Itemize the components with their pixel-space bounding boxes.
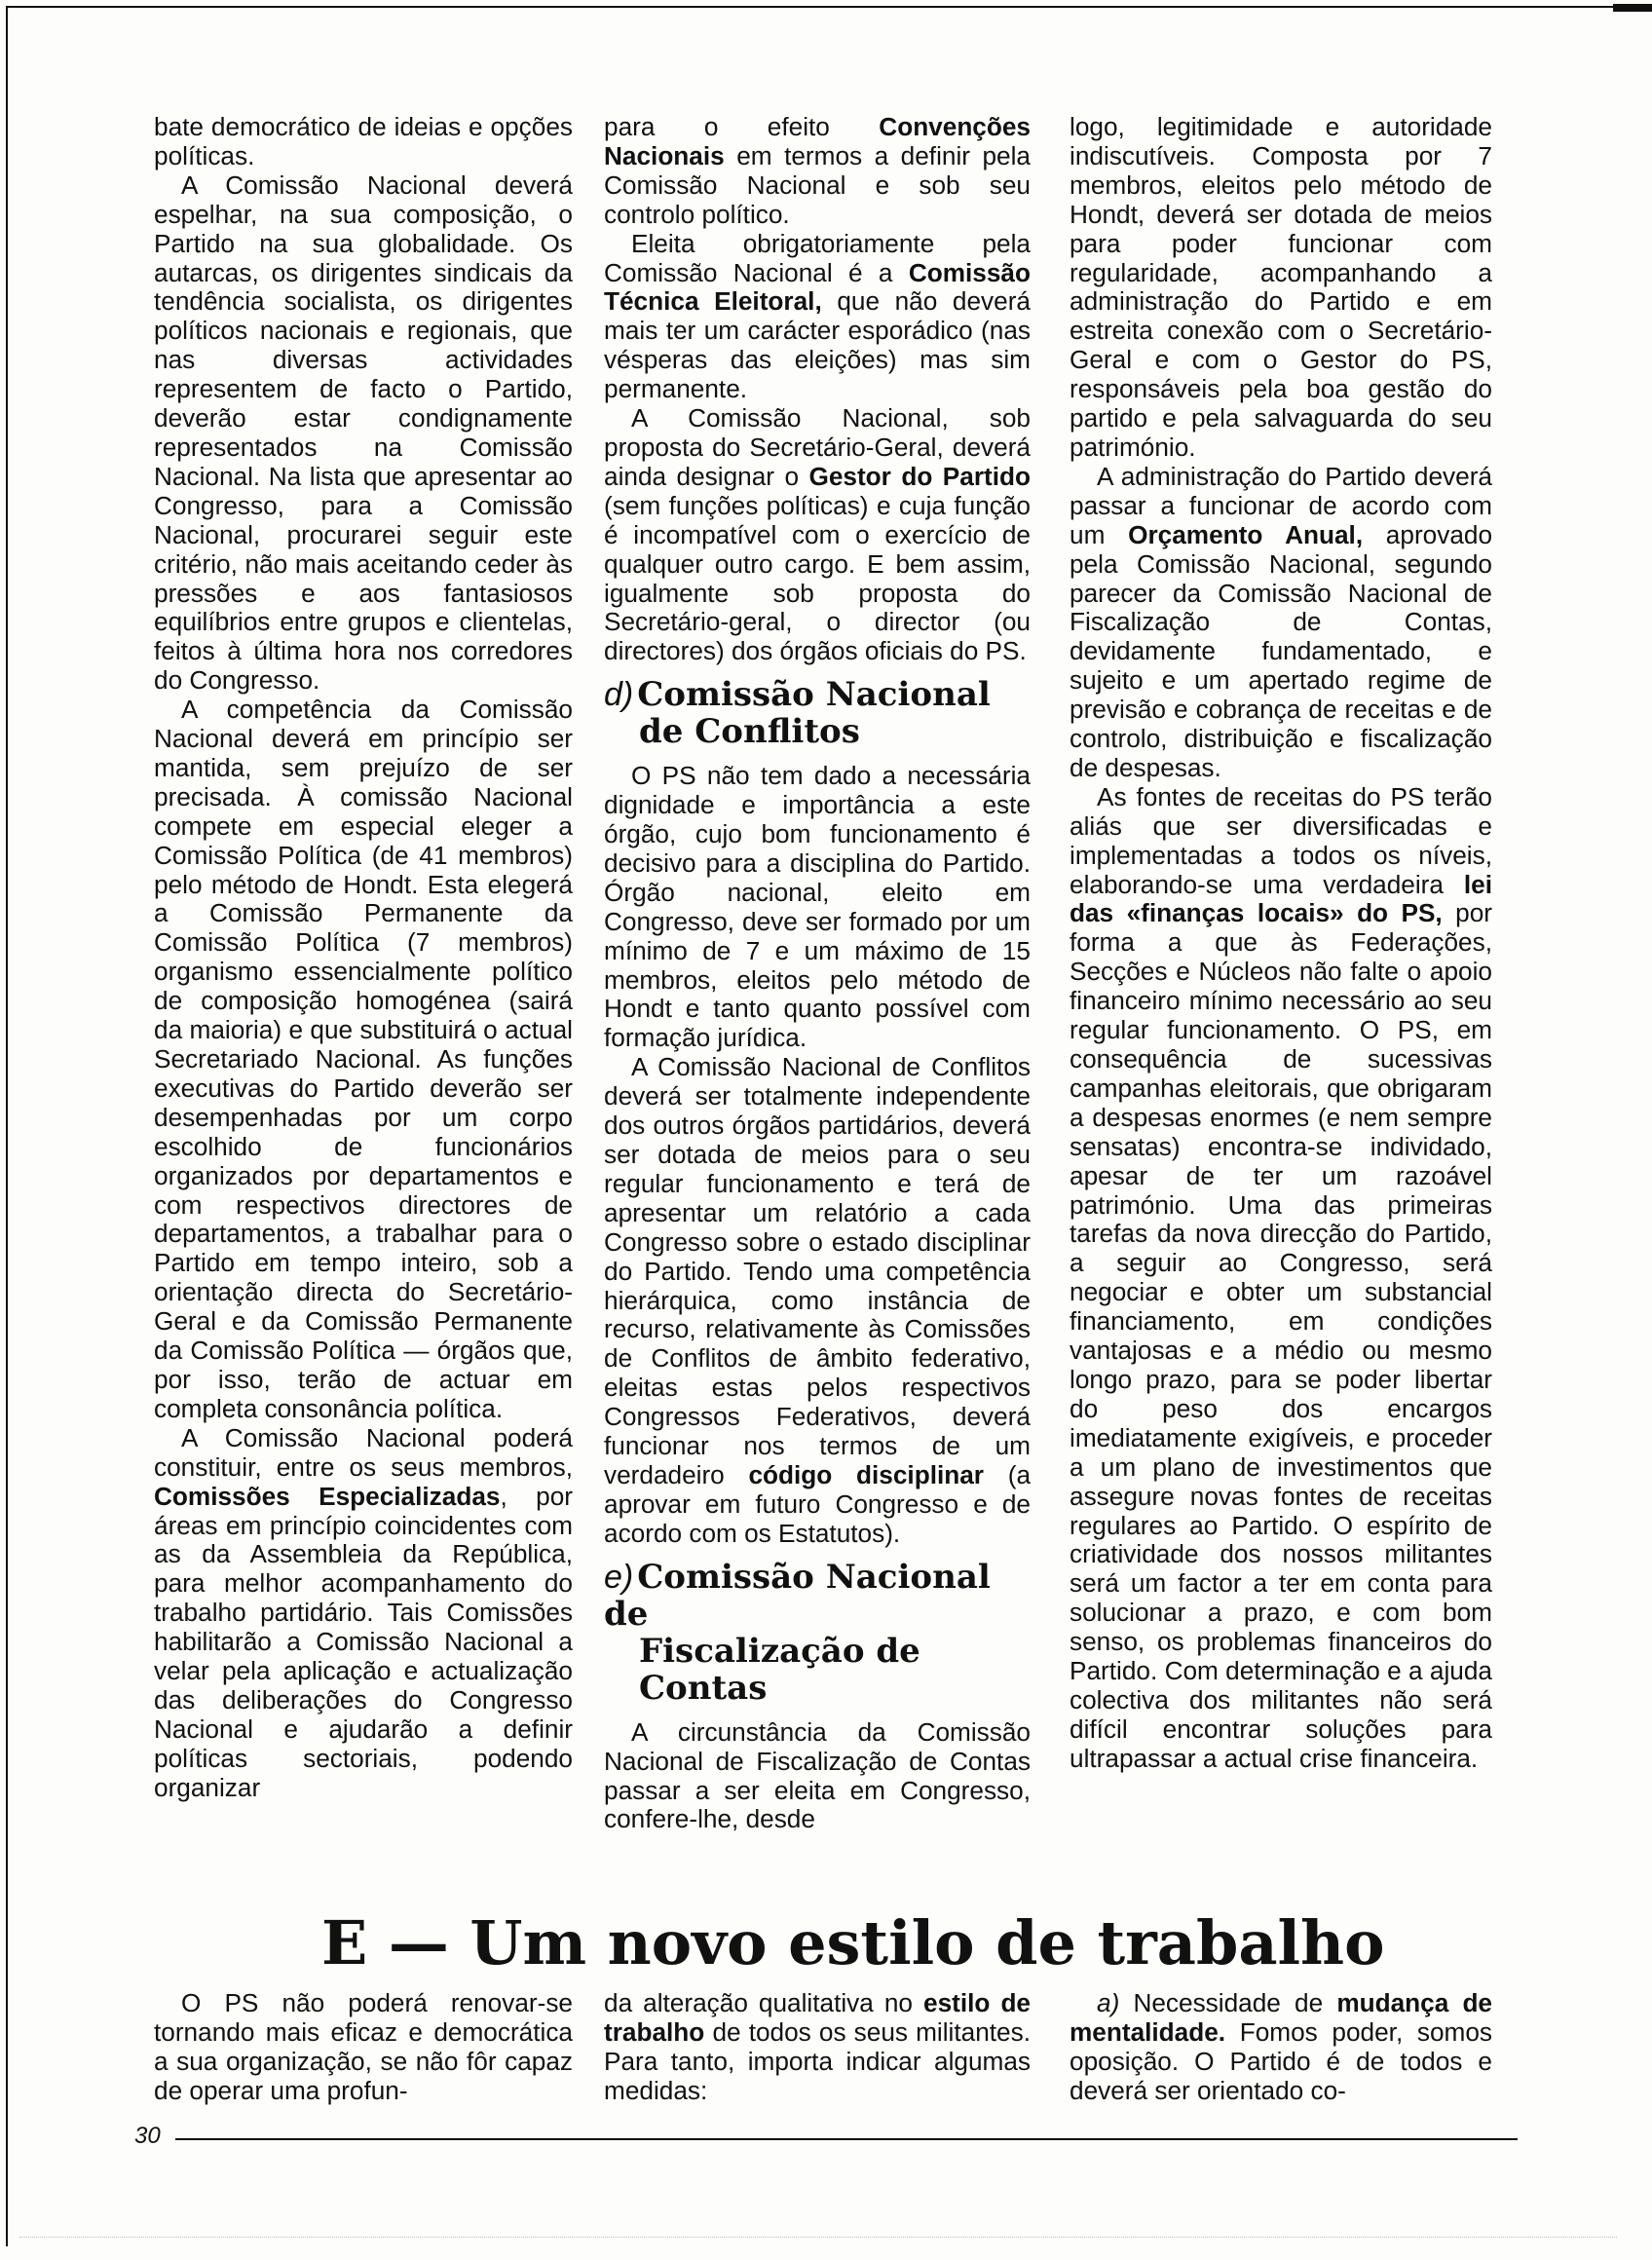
subheading-d-letter: d) (604, 676, 634, 714)
subheading-e-line1: Comissão Nacional de (604, 1557, 991, 1634)
page-border-top (6, 6, 1642, 8)
bottom-column-1 (154, 1989, 573, 2106)
bottom-column-2 (604, 1989, 1031, 2106)
paragraph: Eleita obrigatoriamente pela Comissão Nacional é a Comissão Técnica Eleitoral, que não deverá mais ter um carácter esporádico (nas vésperas das eleições) mas sim permanente. (604, 228, 1031, 404)
subheading-d-line1: Comissão Nacional (637, 675, 991, 715)
column-2-intro (604, 113, 1031, 666)
footer-rule (175, 2138, 1518, 2140)
paragraph: O PS não tem dado a necessária dignidade e importância a este órgão, cujo bom funcionamento é decisivo para a disciplina do Partido. Órgão nacional, eleito em Congresso, deve ser formado por um mínimo de 7 e um máximo de 15 membros, eleitos pelo método de Hondt e tanto quanto possível com formação jurídica. (604, 761, 1031, 1053)
subheading-d-line2: de Conflitos (639, 712, 860, 752)
section-title: E — Um novo estilo de trabalho (321, 1907, 1385, 1978)
page-number: 30 (134, 2123, 161, 2149)
scan-mark (1613, 4, 1652, 12)
text-column-1 (154, 113, 573, 1803)
subheading-e-line2: Fiscalização de Contas (639, 1631, 920, 1708)
paragraph: A competência da Comissão Nacional deverá em princípio ser mantida, sem prejuízo de ser precisada. À comissão Nacional compete em especial eleger a Comissão Política (de 41 membros) pelo método de Hondt. Esta elegerá a Comissão Permanente da Comissão Política (7 membros) organismo essencialmente político de composição homogénea (sairá da maioria) e que substituirá o actual Secretariado Nacional. As funções executivas do Partido deverão ser desempenhadas por um corpo escolhido de funcionários organizados por departamentos e com respectivos directores de departamentos, a trabalhar para o Partido em tempo inteiro, sob a orientação directa do Secretário-Geral e da Comissão Permanente da Comissão Política — órgãos que, por isso, terão de actuar em completa consonância política. (154, 695, 573, 1423)
subheading-e-letter: e) (604, 1558, 634, 1596)
paragraph: A Comissão Nacional de Conflitos deverá ser totalmente independente dos outros órgãos partidários, deverá ser dotada de meios para o seu regular funcionamento e terá de apresentar um relatório a cada Congresso sobre o estado disciplinar do Partido. Tendo uma competência hierárquica, como instância de recurso, relativamente às Comissões de Conflitos de âmbito federativo, eleitas estas pelos respectivos Congressos Federativos, deverá funcionar nos termos de um verdadeiro código disciplinar (a aprovar em futuro Congresso e de acordo com os Estatutos). (604, 1052, 1032, 1548)
subheading-d (604, 676, 1031, 750)
paragraph: para o efeito Convenções Nacionais em termos a definir pela Comissão Nacional e sob seu controlo político. (604, 112, 1031, 229)
paragraph: da alteração qualitativa no estilo de trabalho de todos os seus militantes. Para tanto, importa indicar algumas medidas: (604, 1988, 1031, 2105)
subheading-e (604, 1559, 1031, 1707)
page-border-left (6, 6, 8, 2246)
bottom-column-3 (1070, 1989, 1492, 2106)
paragraph: bate democrático de ideias e opções políticas. (154, 112, 573, 170)
paragraph: A Comissão Nacional poderá constituir, entre os seus membros, Comissões Especializadas, por áreas em princípio coincidentes com as da Assembleia da República, para melhor acompanhamento do trabalho partidário. Tais Comissões habilitarão a Comissão Nacional a velar pela aplicação e actualização das deliberações do Congresso Nacional e ajudarão a definir políticas sectoriais, podendo organizar (154, 1422, 574, 1802)
page-footer (134, 2122, 1498, 2151)
column-2-section-e (604, 1718, 1031, 1835)
column-2-section-d (604, 762, 1031, 1548)
paragraph: a) Necessidade de mudança de mentalidade. Fomos poder, somos oposição. O Partido é de todos e deverá ser orientado co- (1070, 1988, 1492, 2105)
text-column-3 (1070, 113, 1492, 1774)
paragraph: A Comissão Nacional deverá espelhar, na sua composição, o Partido na sua globalidade. Os autarcas, os dirigentes sindicais da tendência socialista, os dirigentes políticos nacionais e regionais, que nas diversas actividades representem de facto o Partido, deverão estar condignamente representados na Comissão Nacional. Na lista que apresentar ao Congresso, para a Comissão Nacional, procurarei seguir este critério, não mais aceitando ceder às pressões e aos fantasiosos equilíbrios entre grupos e clientelas, feitos à última hora nos corredores do Congresso. (154, 170, 573, 696)
paragraph: A administração do Partido deverá passar a funcionar de acordo com um Orçamento Anual, aprovado pela Comissão Nacional, segundo parecer da Comissão Nacional de Fiscalização de Contas, devidamente fundamentado, e sujeito e um apertado regime de previsão e cobrança de receitas e de controlo, distribuição e fiscalização de despesas. (1070, 461, 1493, 782)
paragraph: As fontes de receitas do PS terão aliás que ser diversificadas e implementadas a todos os níveis, elaborando-se uma verdadeira lei das «finanças locais» do PS, por forma a que às Federações, Secções e Núcleos não falte o apoio financeiro mínimo necessário ao seu regular funcionamento. O PS, em consequência de sucessivas campanhas eleitorais, que obrigaram a despesas enormes (e nem sempre sensatas) encontra-se individado, apesar de ter um razoável património. Uma das primeiras tarefas da nova direcção do Partido, a seguir ao Congresso, será negociar e obter um substancial financiamento, em condições vantajosas e a médio ou mesmo longo prazo, para se poder libertar do peso dos encargos imediatamente exigíveis, e proceder a um plano de investimentos que assegure novas fontes de receitas regulares ao Partido. O espírito de criatividade dos nossos militantes será um factor a ter em conta para solucionar a prazo, e com bom senso, os problemas financeiros do Partido. Com determinação e a ajuda colectiva dos militantes não será difícil encontrar soluções para ultrapassar a actual crise financeira. (1070, 781, 1493, 1773)
scan-edge (19, 2237, 1617, 2238)
text-column-2 (604, 113, 1031, 1834)
paragraph: O PS não poderá renovar-se tornando mais eficaz e democrática a sua organização, se não fôr capaz de operar uma profun- (154, 1988, 573, 2105)
paragraph: logo, legitimidade e autoridade indiscutíveis. Composta por 7 membros, eleitos pelo método de Hondt, deverá ser dotada de meios para poder funcionar com regularidade, acompanhando a administração do Partido e em estreita conexão com o Secretário-Geral e com o Gestor do PS, responsáveis pela boa gestão do partido e pela salvaguarda do seu património. (1070, 112, 1492, 462)
paragraph: A Comissão Nacional, sob proposta do Secretário-Geral, deverá ainda designar o Gestor do Partido (sem funções políticas) e cuja função é incompatível com o exercício de qualquer outro cargo. E bem assim, igualmente sob proposta do Secretário-geral, o director (ou directores) dos órgãos oficiais do PS. (604, 403, 1031, 666)
paragraph: A circunstância da Comissão Nacional de Fiscalização de Contas passar a ser eleita em Congresso, confere-lhe, desde (604, 1716, 1031, 1834)
